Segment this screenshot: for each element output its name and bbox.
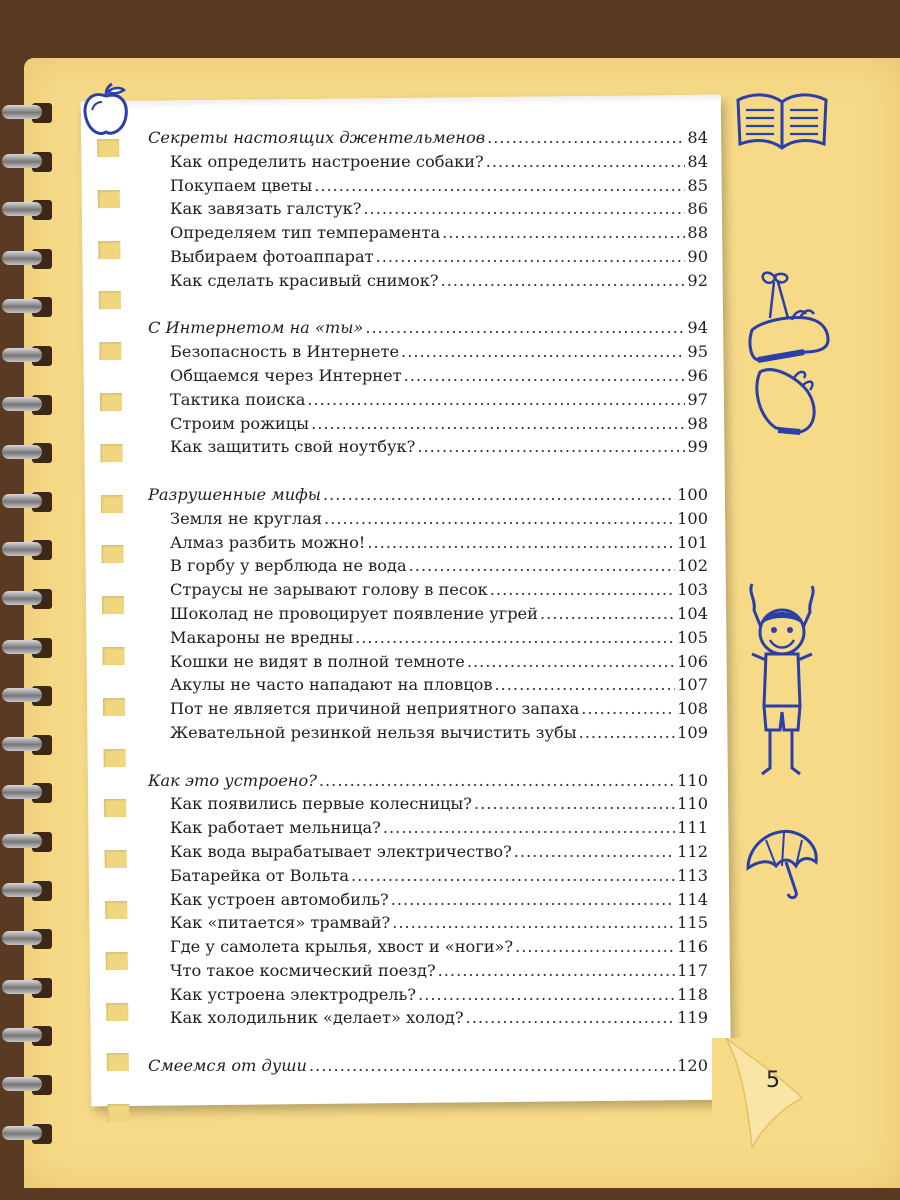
sheet-punch-holes (97, 125, 137, 1095)
toc-section-page: 120 (677, 1056, 708, 1076)
toc-item (148, 864, 708, 888)
toc-item-page: 92 (687, 270, 708, 290)
toc-item-title: Жевательной резинкой нельзя вычистить зубы (170, 722, 577, 742)
dot-leader (392, 911, 675, 935)
punch-hole (104, 749, 126, 767)
toc-item-page: 96 (687, 365, 708, 385)
toc-section (148, 316, 708, 340)
spiral-ring (2, 732, 54, 758)
section-gap (148, 745, 708, 769)
dot-leader (376, 245, 686, 269)
toc-item-page: 110 (677, 794, 708, 814)
dot-leader (418, 983, 675, 1007)
dot-leader (490, 578, 675, 602)
toc-item (148, 150, 708, 174)
toc-item-title: Выбираем фотоаппарат (170, 246, 374, 266)
dot-leader (319, 769, 675, 793)
punch-hole (101, 495, 123, 513)
toc-item (148, 435, 708, 459)
dot-leader (486, 150, 686, 174)
punch-hole (106, 952, 128, 970)
dot-leader (540, 602, 675, 626)
toc-item-title: Общаемся через Интернет (170, 365, 402, 385)
spiral-ring (2, 392, 54, 418)
toc-section (148, 126, 708, 150)
punch-hole (103, 698, 125, 716)
spiral-ring (2, 829, 54, 855)
toc-item-title: Определяем тип темперамента (170, 223, 441, 243)
dot-leader (467, 650, 675, 674)
toc-item-title: Где у самолета крылья, хвост и «ноги»? (170, 937, 514, 957)
toc-item (148, 911, 708, 935)
punch-hole (98, 190, 120, 208)
dot-leader (351, 864, 675, 888)
toc-item (148, 364, 708, 388)
toc-item (148, 673, 708, 697)
toc-item-title: Как устроена электродрель? (170, 984, 417, 1004)
toc-item-page: 99 (687, 437, 708, 457)
dot-leader (579, 721, 675, 745)
toc-item-title: Страусы не зарывают голову в песок (170, 580, 488, 600)
toc-item (148, 626, 708, 650)
spiral-ring (2, 975, 54, 1001)
toc-item-title: Безопасность в Интернете (170, 342, 400, 362)
dot-leader (442, 221, 685, 245)
toc-item-title: Как появились первые колесницы? (170, 794, 472, 814)
page-number: 5 (766, 1068, 780, 1093)
toc-item (148, 221, 708, 245)
spiral-ring (2, 586, 54, 612)
toc-section-page: 94 (687, 318, 708, 338)
open-book-icon (734, 88, 830, 154)
punch-hole (99, 342, 121, 360)
toc-item (148, 721, 708, 745)
punch-hole (100, 393, 122, 411)
page-curl (712, 1038, 802, 1148)
toc-item (148, 340, 708, 364)
spiral-ring (2, 294, 54, 320)
toc-item-page: 111 (677, 818, 708, 838)
spiral-ring (2, 343, 54, 369)
toc-section-title: Разрушенные мифы (148, 484, 321, 504)
toc-section-title: Смеемся от души (148, 1056, 307, 1076)
toc-item-page: 118 (677, 984, 708, 1004)
toc-item-page: 85 (687, 175, 708, 195)
dot-leader (323, 483, 675, 507)
toc-item (148, 935, 708, 959)
spiral-ring (2, 246, 54, 272)
toc-section-page: 84 (687, 128, 708, 147)
punch-hole (102, 647, 124, 665)
dot-leader (355, 626, 675, 650)
toc-item-page: 103 (677, 580, 708, 600)
toc-item-title: Пот не является причиной неприятного запаха (170, 699, 580, 719)
apple-icon (80, 82, 132, 140)
toc-item-title: Алмаз разбить можно! (170, 532, 366, 552)
toc-item (148, 531, 708, 555)
spiral-ring (2, 489, 54, 515)
spiral-ring (2, 1023, 54, 1049)
dot-leader (314, 174, 685, 198)
dot-leader (404, 364, 686, 388)
toc-item-page: 107 (677, 675, 708, 695)
toc-item-title: Батарейка от Вольта (170, 865, 349, 885)
punch-hole (107, 1053, 129, 1071)
toc-item-title: Тактика поиска (170, 389, 306, 409)
spiral-ring (2, 635, 54, 661)
dot-leader (324, 507, 675, 531)
toc-section-title: С Интернетом на «ты» (148, 318, 364, 338)
section-gap (148, 293, 708, 317)
toc-item-title: В горбу у верблюда не вода (170, 556, 407, 576)
toc-item (148, 816, 708, 840)
punch-hole (104, 799, 126, 817)
punch-hole (105, 850, 127, 868)
dot-leader (409, 554, 675, 578)
dot-leader (363, 197, 685, 221)
toc-item (148, 554, 708, 578)
toc-item-page: 114 (677, 889, 708, 909)
toc-section (148, 483, 708, 507)
toc-item-page: 100 (677, 508, 708, 528)
dot-leader (581, 697, 675, 721)
toc-item-title: Как работает мельница? (170, 818, 381, 838)
toc-item (148, 174, 708, 198)
spiral-binding (0, 80, 60, 1180)
spiral-ring (2, 197, 54, 223)
toc-item (148, 578, 708, 602)
toc-item-page: 90 (687, 246, 708, 266)
dot-leader (466, 1006, 676, 1030)
toc-item (148, 650, 708, 674)
spiral-ring (2, 878, 54, 904)
toc-item (148, 602, 708, 626)
punch-hole (101, 545, 123, 563)
toc-item (148, 697, 708, 721)
punch-hole (98, 241, 120, 259)
toc-item-title: Земля не круглая (170, 508, 323, 528)
toc-item-title: Как определить настроение собаки? (170, 151, 484, 171)
toc-item-page: 97 (687, 389, 708, 409)
dot-leader (494, 673, 675, 697)
toc-item-title: Как защитить свой ноутбук? (170, 437, 416, 457)
dot-leader (307, 388, 685, 412)
dot-leader (487, 126, 685, 150)
toc-item-page: 104 (677, 603, 708, 623)
toc-section (148, 769, 708, 793)
section-gap (148, 459, 708, 483)
dot-leader (367, 531, 675, 555)
toc-item-title: Как холодильник «делает» холод? (170, 1008, 464, 1028)
punch-hole (102, 596, 124, 614)
toc-item (148, 507, 708, 531)
toc-item-title: Что такое космический поезд? (170, 960, 436, 980)
dot-leader (383, 816, 675, 840)
spiral-ring (2, 149, 54, 175)
toc-item (148, 269, 708, 293)
toc-item-title: Как сделать красивый снимок? (170, 270, 439, 290)
toc-item (148, 792, 708, 816)
boy-icon (742, 580, 822, 780)
spiral-ring (2, 1121, 54, 1147)
toc-item-title: Как вода вырабатывает электричество? (170, 841, 512, 861)
toc-item-page: 116 (677, 937, 708, 957)
toc-item-page: 108 (677, 699, 708, 719)
dot-leader (365, 316, 685, 340)
punch-hole (99, 291, 121, 309)
punch-hole (105, 901, 127, 919)
toc-item (148, 959, 708, 983)
toc-item-title: Акулы не часто нападают на пловцов (170, 675, 493, 695)
spiral-ring (2, 440, 54, 466)
section-gap (148, 1030, 708, 1054)
toc-section-title: Секреты настоящих джентельменов (148, 128, 486, 147)
umbrella-icon (742, 822, 822, 902)
toc-item-page: 119 (677, 1008, 708, 1028)
toc-section-page: 110 (677, 770, 708, 790)
spiral-ring (2, 1072, 54, 1098)
toc-item-title: Как завязать галстук? (170, 199, 362, 219)
toc-section-title: Как это устроено? (148, 770, 317, 790)
toc-item-page: 105 (677, 627, 708, 647)
dot-leader (311, 412, 685, 436)
toc-item-title: Шоколад не провоцирует появление угрей (170, 603, 538, 623)
spiral-ring (2, 537, 54, 563)
toc-item-title: Покупаем цветы (170, 175, 313, 195)
toc-item-page: 88 (687, 223, 708, 243)
toc-item (148, 245, 708, 269)
dot-leader (309, 1054, 675, 1078)
punch-hole (106, 1003, 128, 1021)
toc-item-page: 98 (687, 413, 708, 433)
toc-item (148, 1006, 708, 1030)
toc-item-title: Как устроен автомобиль? (170, 889, 389, 909)
toc-item (148, 197, 708, 221)
toc-section-page: 100 (677, 484, 708, 504)
toc-item-page: 115 (677, 913, 708, 933)
toc-item-page: 102 (677, 556, 708, 576)
toc-item-page: 95 (687, 342, 708, 362)
spiral-ring (2, 926, 54, 952)
toc-item-page: 109 (677, 722, 708, 742)
spiral-ring (2, 683, 54, 709)
toc-item-page: 106 (677, 651, 708, 671)
toc-item-page: 113 (677, 865, 708, 885)
dot-leader (391, 888, 675, 912)
toc-item-page: 101 (677, 532, 708, 552)
toc-item-title: Как «питается» трамвай? (170, 913, 391, 933)
dot-leader (417, 435, 685, 459)
toc-item-page: 86 (687, 199, 708, 219)
toc-item (148, 388, 708, 412)
spiral-ring (2, 100, 54, 126)
toc-item (148, 840, 708, 864)
table-of-contents (148, 126, 708, 1078)
punch-hole (100, 444, 122, 462)
toc-item-title: Макароны не вредны (170, 627, 354, 647)
sneakers-icon (744, 268, 840, 448)
toc-item-page: 84 (687, 151, 708, 171)
dot-leader (401, 340, 685, 364)
punch-hole (107, 1104, 129, 1122)
toc-item (148, 412, 708, 436)
toc-item-page: 117 (677, 960, 708, 980)
toc-item (148, 983, 708, 1007)
toc-item-title: Кошки не видят в полной темноте (170, 651, 465, 671)
dot-leader (514, 840, 675, 864)
dot-leader (474, 792, 675, 816)
spiral-ring (2, 780, 54, 806)
dot-leader (438, 959, 675, 983)
toc-item-page: 112 (677, 841, 708, 861)
dot-leader (515, 935, 675, 959)
toc-section (148, 1054, 708, 1078)
punch-hole (97, 139, 119, 157)
toc-item-title: Строим рожицы (170, 413, 310, 433)
dot-leader (441, 269, 686, 293)
toc-item (148, 888, 708, 912)
